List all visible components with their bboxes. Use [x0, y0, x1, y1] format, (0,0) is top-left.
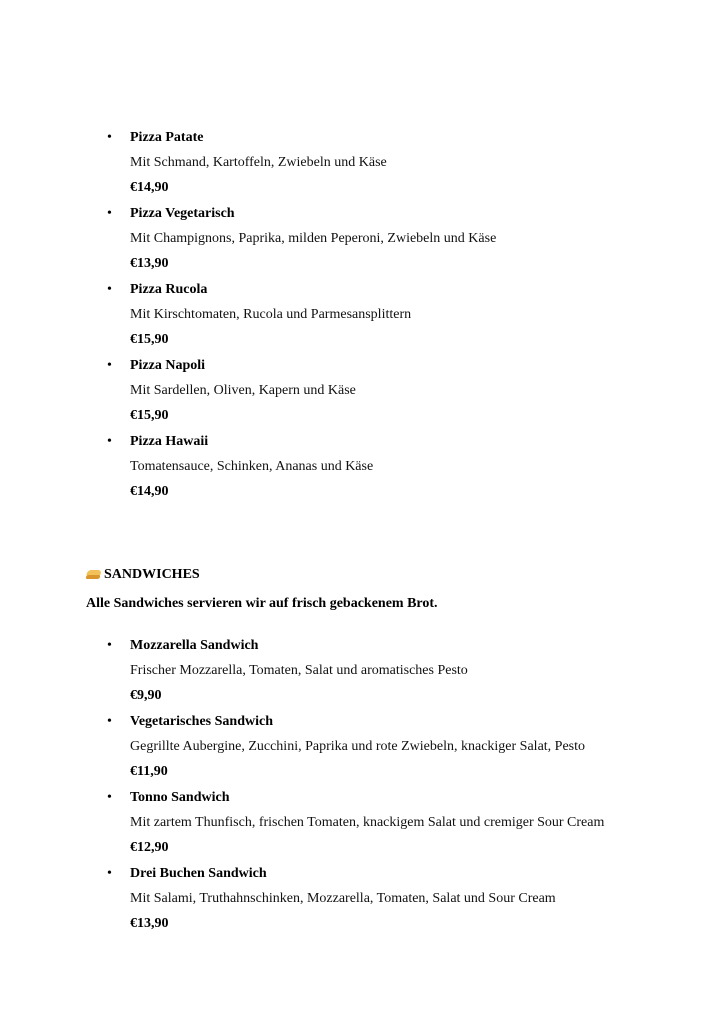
- section-heading: [86, 564, 200, 586]
- list-item: [0, 709, 724, 785]
- item-description: Tomatensauce, Schinken, Ananas und Käse: [130, 459, 374, 474]
- list-item: [0, 429, 724, 505]
- bullet-icon: •: [107, 790, 112, 805]
- item-description: Mit Sardellen, Oliven, Kapern und Käse: [130, 383, 356, 398]
- bullet-icon: •: [107, 206, 112, 221]
- item-price: €14,90: [130, 484, 169, 499]
- item-description: Gegrillte Aubergine, Zucchini, Paprika und rote Zwiebeln, knackiger Salat, Pesto: [130, 739, 586, 754]
- sandwich-list: [0, 633, 724, 937]
- item-description: Frischer Mozzarella, Tomaten, Salat und aromatisches Pesto: [130, 663, 468, 678]
- item-price: €12,90: [130, 840, 169, 855]
- item-price: €13,90: [130, 256, 169, 271]
- bullet-icon: •: [107, 434, 112, 449]
- item-description: Mit Schmand, Kartoffeln, Zwiebeln und Käse: [130, 155, 387, 170]
- item-name: Pizza Rucola: [130, 282, 208, 297]
- section-title: SANDWICHES: [104, 567, 200, 582]
- list-item: [0, 353, 724, 429]
- list-item: [0, 277, 724, 353]
- section-subtitle: Alle Sandwiches servieren wir auf frisch gebackenem Brot.: [86, 596, 438, 611]
- bullet-icon: •: [107, 282, 112, 297]
- item-price: €15,90: [130, 332, 169, 347]
- list-item: [0, 125, 724, 201]
- item-name: Mozzarella Sandwich: [130, 638, 259, 653]
- item-name: Pizza Napoli: [130, 358, 206, 373]
- list-item: [0, 201, 724, 277]
- item-name: Pizza Hawaii: [130, 434, 209, 449]
- item-name: Drei Buchen Sandwich: [130, 866, 267, 881]
- item-name: Pizza Patate: [130, 130, 204, 145]
- item-price: €9,90: [130, 688, 162, 703]
- item-name: Pizza Vegetarisch: [130, 206, 235, 221]
- bullet-icon: •: [107, 866, 112, 881]
- pizza-list: [0, 125, 724, 505]
- bullet-icon: •: [107, 638, 112, 653]
- item-description: Mit Kirschtomaten, Rucola und Parmesansplittern: [130, 307, 412, 322]
- list-item: [0, 633, 724, 709]
- item-description: Mit Salami, Truthahnschinken, Mozzarella, Tomaten, Salat und Sour Cream: [130, 891, 556, 906]
- item-price: €14,90: [130, 180, 169, 195]
- bullet-icon: •: [107, 358, 112, 373]
- item-description: Mit zartem Thunfisch, frischen Tomaten, knackigem Salat und cremiger Sour Cream: [130, 815, 605, 830]
- item-price: €15,90: [130, 408, 169, 423]
- list-item: [0, 861, 724, 937]
- bullet-icon: •: [107, 130, 112, 145]
- item-price: €11,90: [130, 764, 168, 779]
- item-description: Mit Champignons, Paprika, milden Peperoni, Zwiebeln und Käse: [130, 231, 497, 246]
- sandwich-icon: [86, 570, 102, 580]
- item-name: Vegetarisches Sandwich: [130, 714, 273, 729]
- item-price: €13,90: [130, 916, 169, 931]
- item-name: Tonno Sandwich: [130, 790, 230, 805]
- bullet-icon: •: [107, 714, 112, 729]
- list-item: [0, 785, 724, 861]
